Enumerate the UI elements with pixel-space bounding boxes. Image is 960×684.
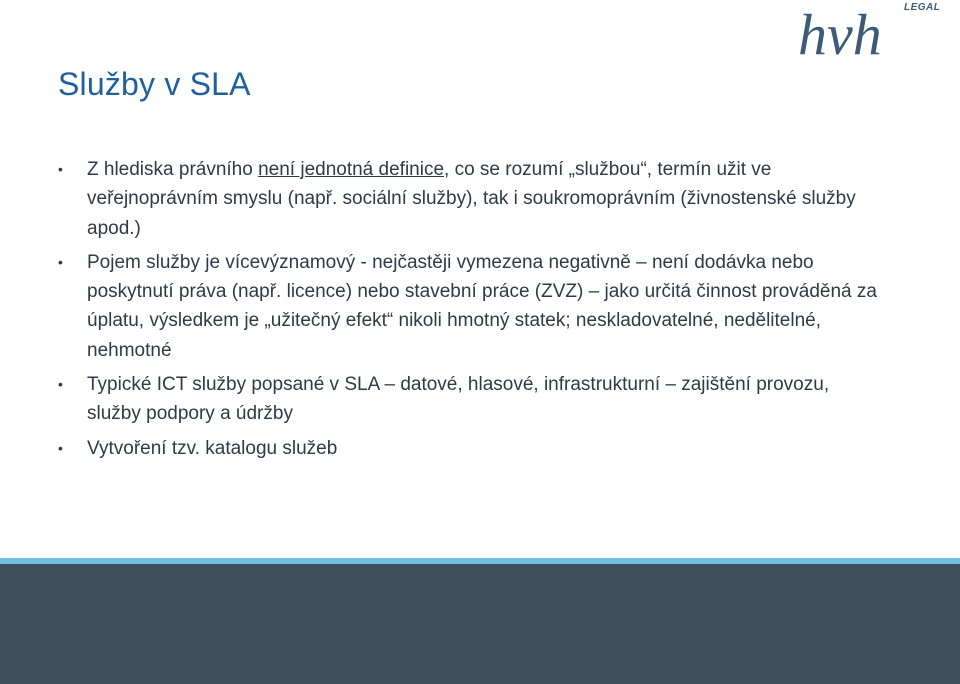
logo-tag: LEGAL (904, 2, 941, 13)
slide-title: Služby v SLA (58, 66, 251, 102)
bullet-dot: • (58, 376, 63, 393)
bullet-text: Typické ICT služby popsané v SLA – datové, hlasové, infrastrukturní – zajištění provozu, služby podpory a údržby (87, 374, 830, 425)
bullet-item (58, 248, 878, 365)
bullet-item (58, 370, 878, 429)
logo-mark: hvh (798, 2, 882, 64)
bullet-text: Pojem služby je vícevýznamový - nejčastěji vymezena negativně – není dodávka nebo poskytnutí práva (např. licence) nebo stavební práce (ZVZ) – jako určitá činnost prováděná za úplatu, výsledkem je „užitečný efekt“ nikoli hmotný statek; neskladovatelné, nedělitelné, nehmotné (87, 251, 877, 361)
bullet-dot: • (58, 439, 63, 456)
bullet-text: Vytvoření tzv. katalogu služeb (87, 437, 338, 459)
footer-band (0, 564, 960, 684)
bullet-text-post: , co se rozumí „službou“, termín užit ve veřejnoprávním smyslu (např. sociální služby), tak i soukromoprávním (živnostenské služby apod.) (87, 159, 856, 239)
bullet-item (58, 155, 878, 243)
bullet-list (58, 155, 878, 468)
hvh-legal-logo (796, 0, 956, 64)
bullet-dot: • (58, 253, 63, 270)
bullet-text-pre: Z hlediska právního (87, 159, 259, 180)
bullet-item (58, 434, 878, 463)
bullet-text-underlined: není jednotná definice (258, 159, 445, 180)
bullet-dot: • (58, 161, 63, 177)
